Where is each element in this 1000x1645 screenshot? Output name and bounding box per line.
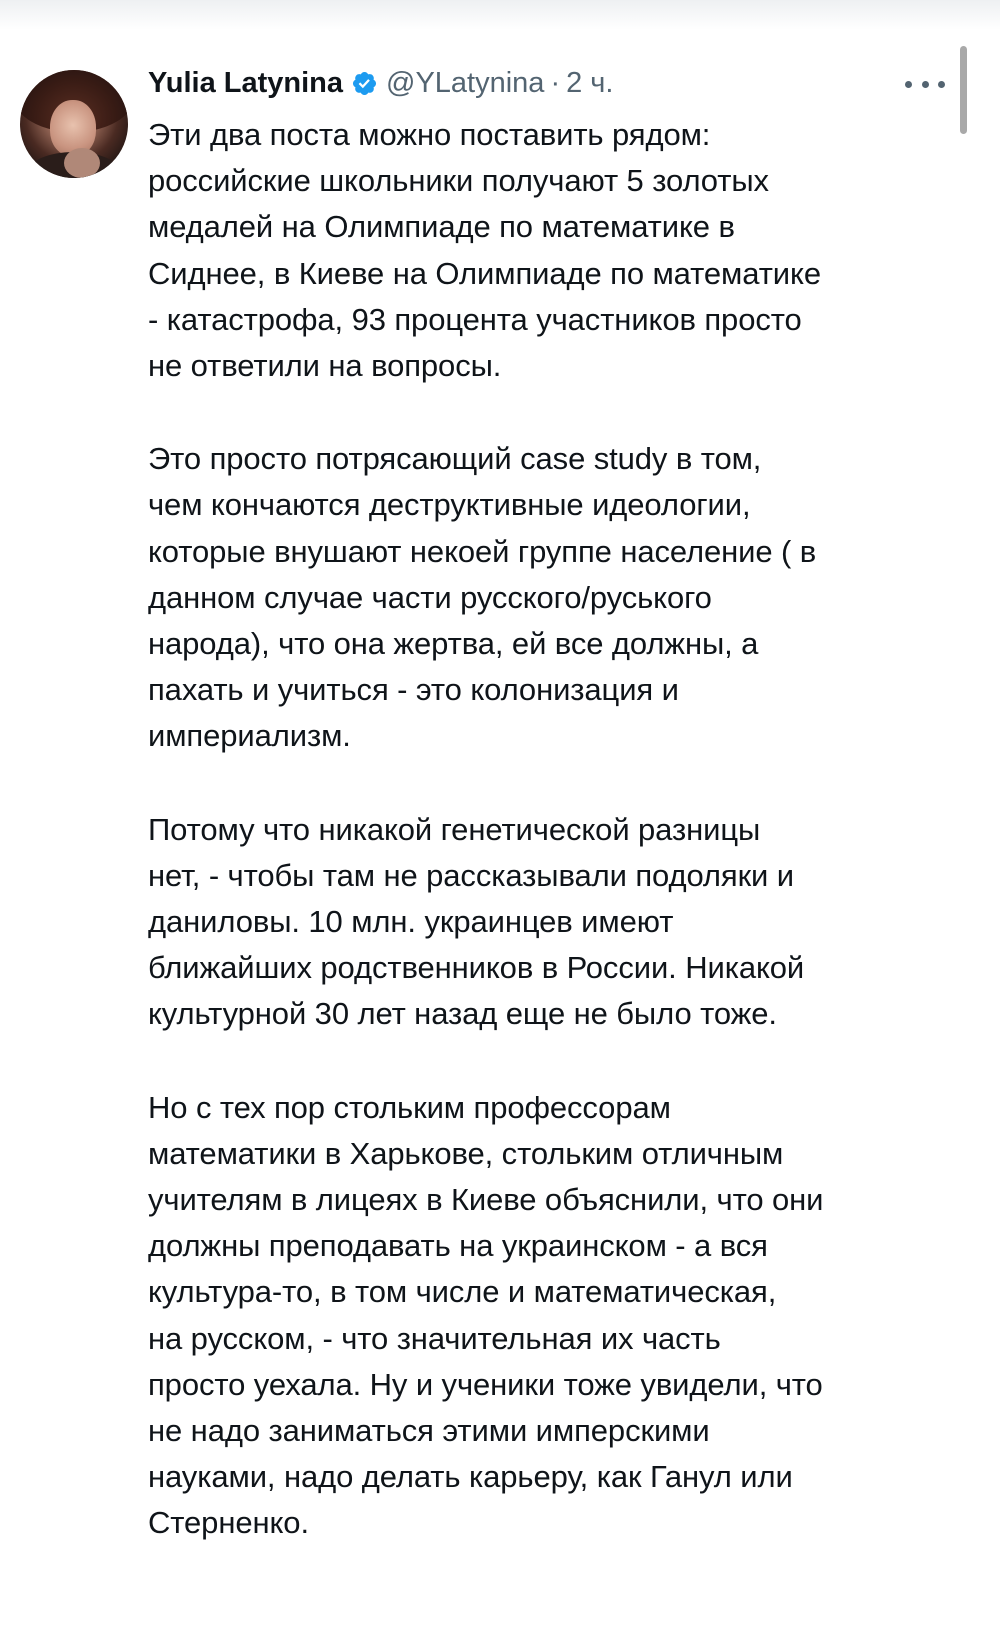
text-line: российские школьники получают 5 золотых bbox=[148, 163, 769, 199]
text-line: учителям в лицеях в Киеве объяснили, что они bbox=[148, 1182, 824, 1218]
text-line: не ответили на вопросы. bbox=[148, 348, 502, 384]
text-line: на русском, - что значительная их часть bbox=[148, 1320, 721, 1356]
text-line: науками, надо делать карьеру, как Ганул или bbox=[148, 1459, 793, 1495]
text-line: не надо заниматься этими имперскими bbox=[148, 1413, 710, 1449]
text-line: - катастрофа, 93 процента участников просто bbox=[148, 301, 802, 337]
text-line: Сиднее, в Киеве на Олимпиаде по математике bbox=[148, 255, 821, 291]
text-line: империализм. bbox=[148, 718, 351, 754]
text-line: должны преподавать на украинском - а вся bbox=[148, 1228, 768, 1264]
text-line: народа), что она жертва, ей все должны, а bbox=[148, 626, 759, 662]
tweet-paragraph-1 bbox=[148, 112, 958, 389]
text-line: Стерненко. bbox=[148, 1505, 309, 1541]
text-line: медалей на Олимпиаде по математике в bbox=[148, 209, 735, 245]
avatar-hand bbox=[64, 148, 100, 178]
author-avatar[interactable] bbox=[20, 70, 128, 178]
text-line: Потому что никакой генетической разницы bbox=[148, 811, 761, 847]
text-line: Эти два поста можно поставить рядом: bbox=[148, 117, 711, 152]
separator-dot: · bbox=[550, 66, 561, 99]
text-line: ближайших родственников в России. Никакой bbox=[148, 950, 805, 986]
text-line: культура-то, в том числе и математическая, bbox=[148, 1274, 777, 1310]
text-line: культурной 30 лет назад еще не было тоже. bbox=[148, 996, 777, 1032]
scrollbar[interactable] bbox=[960, 46, 967, 134]
author-handle[interactable]: @YLatynina bbox=[386, 66, 545, 99]
tweet-paragraph-3 bbox=[148, 807, 958, 1038]
tweet-header bbox=[148, 64, 613, 102]
tweet-paragraph-2 bbox=[148, 436, 958, 759]
more-options-icon[interactable] bbox=[905, 72, 945, 96]
tweet-timestamp[interactable]: 2 ч. bbox=[566, 66, 614, 99]
text-line: пахать и учиться - это колонизация и bbox=[148, 672, 679, 708]
tweet-text bbox=[148, 112, 958, 1594]
verified-badge-icon bbox=[351, 70, 378, 97]
author-name[interactable]: Yulia Latynina bbox=[148, 66, 343, 99]
text-line: математики в Харькове, стольким отличным bbox=[148, 1135, 784, 1171]
text-line: нет, - чтобы там не рассказывали подоляки и bbox=[148, 857, 795, 893]
text-line: просто уехала. Ну и ученики тоже увидели, что bbox=[148, 1366, 823, 1402]
avatar-face bbox=[50, 100, 96, 156]
text-line: данном случае части русского/руського bbox=[148, 579, 712, 615]
text-line: Но с тех пор стольким профессорам bbox=[148, 1089, 671, 1125]
text-line: Это просто потрясающий case study в том, bbox=[148, 441, 762, 477]
text-line: чем кончаются деструктивные идеологии, bbox=[148, 487, 751, 523]
tweet-paragraph-4 bbox=[148, 1085, 958, 1547]
text-line: которые внушают некоей группе население ( в bbox=[148, 533, 817, 569]
text-line: даниловы. 10 млн. украинцев имеют bbox=[148, 904, 674, 940]
